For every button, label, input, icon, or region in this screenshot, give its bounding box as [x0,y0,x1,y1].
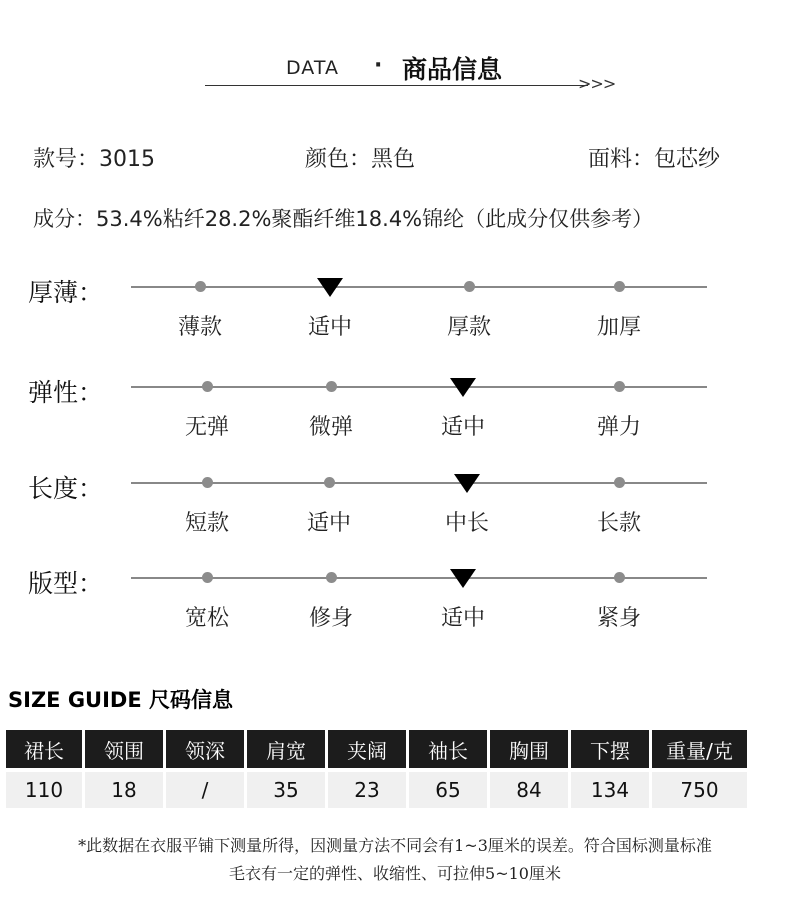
table-header-cell: 重量/克 [652,730,747,768]
scale-dot [614,381,625,392]
table-value-cell: 35 [247,772,325,808]
scale-option: 适中 [440,606,486,631]
table-value-cell: / [166,772,244,808]
scale-option: 适中 [306,511,352,536]
scale-dot [614,281,625,292]
fabric-info: 面料：包芯纱 [588,147,721,172]
scale-dot [202,572,213,583]
scale-option: 短款 [184,511,230,536]
scale-option: 加厚 [596,315,642,340]
table-value-cell: 18 [85,772,163,808]
table-value-cell: 750 [652,772,747,808]
size-table-values [6,772,783,808]
table-header-cell: 下摆 [571,730,649,768]
table-value-cell: 84 [490,772,568,808]
style-number: 款号：3015 [33,147,155,172]
scale-option: 紧身 [596,606,642,631]
scale-dot [614,572,625,583]
scale-dot [614,477,625,488]
scale-option: 修身 [308,606,354,631]
table-header-cell: 领围 [85,730,163,768]
scale-option: 微弹 [308,415,354,440]
scale-dot [324,477,335,488]
scale-option: 厚款 [446,315,492,340]
scale-dot [464,281,475,292]
table-value-cell: 110 [6,772,82,808]
header-underline [205,85,588,86]
scale-option: 宽松 [184,606,230,631]
table-header-cell: 裙长 [6,730,82,768]
table-value-cell: 65 [409,772,487,808]
scale-label: 弹性： [28,378,104,407]
scale-dot [202,477,213,488]
table-header-cell: 胸围 [490,730,568,768]
table-header-cell: 袖长 [409,730,487,768]
scale-dot [202,381,213,392]
header-en: DATA [286,57,339,79]
size-guide-title: SIZE GUIDE 尺码信息 [8,688,234,712]
table-header-cell: 肩宽 [247,730,325,768]
scale-option: 薄款 [177,315,223,340]
scale-option: 无弹 [184,415,230,440]
header-dot: · [374,53,383,78]
scale-dot [195,281,206,292]
table-value-cell: 134 [571,772,649,808]
scale-option: 中长 [444,511,490,536]
scale-label: 版型： [28,569,104,598]
selected-marker-icon [454,474,480,493]
size-table-header [6,730,783,768]
table-header-cell: 领深 [166,730,244,768]
scale-dot [326,572,337,583]
scale-option: 适中 [307,315,353,340]
color-info: 颜色：黑色 [305,147,416,172]
scale-dot [326,381,337,392]
page-title: 商品信息 [402,55,503,84]
stretch-note: 毛衣有一定的弹性、收缩性、可拉伸5~10厘米 [229,864,561,883]
selected-marker-icon [450,378,476,397]
scale-option: 弹力 [596,415,642,440]
selected-marker-icon [450,569,476,588]
selected-marker-icon [317,278,343,297]
header-arrows: >>> [578,74,616,93]
scale-label: 长度： [28,474,104,503]
table-header-cell: 夹阔 [328,730,406,768]
scale-label: 厚薄： [28,278,104,307]
composition-info: 成分：53.4%粘纤28.2%聚酯纤维18.4%锦纶（此成分仅供参考） [33,207,654,231]
scale-option: 适中 [440,415,486,440]
scale-option: 长款 [596,511,642,536]
table-value-cell: 23 [328,772,406,808]
measurement-note: *此数据在衣服平铺下测量所得，因测量方法不同会有1~3厘米的误差。符合国标测量标准 [78,836,712,855]
